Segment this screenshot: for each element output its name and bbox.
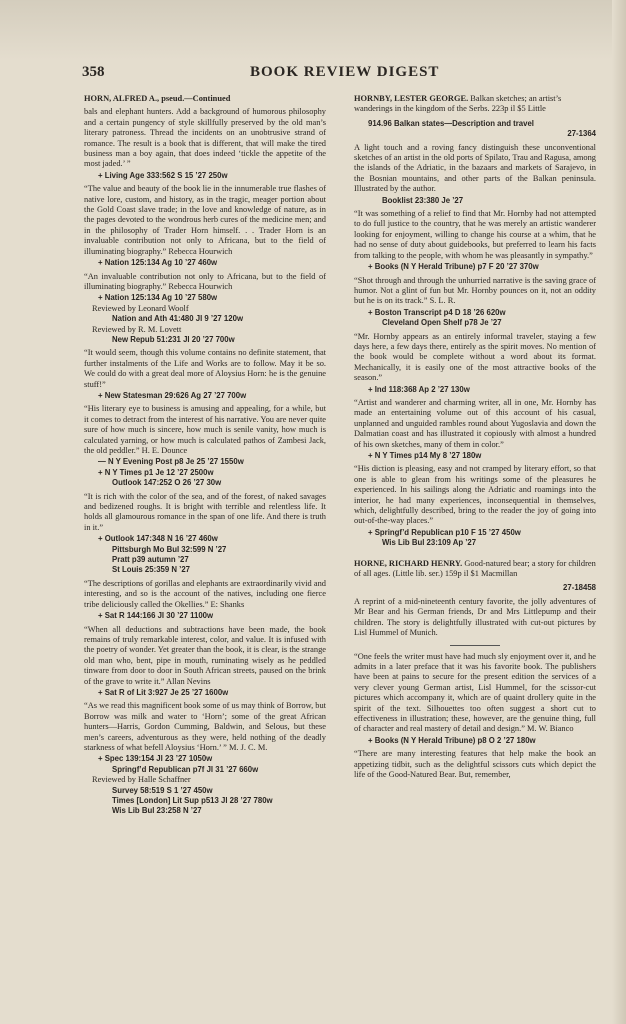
citation: Wis Lib Bul 23:258 N ’27 [112,806,202,816]
citation: Survey 58:519 S 1 ’27 450w [112,785,213,795]
reviewer: Reviewed by R. M. Lovett [92,324,182,334]
citation: + Springf’d Republican p10 F 15 ’27 450w [368,527,521,537]
divider [450,645,500,646]
summary-text: A light touch and a roving fancy distinguish these unconventional sketches of an artist in the old ports of Spilato, Trau and Ragusa, among the islands of the Adriatic, in the bazaars and markets of Sarajevo, in the Bosnian mountains, and other parts of the Balkan peninsula. Illustrated by the author. [354,142,596,194]
catalog-number: 27-1364 [567,129,596,139]
citation: New Repub 51:231 Jl 20 ’27 700w [112,334,235,344]
scan-edge [0,0,626,60]
review-text: “The value and beauty of the book lie in the innumerable true flashes of native lore, custom, and history, as in the tragic, meager portion about the Gold Coast slave trade; in the love and knowledge of nature, as in the pages devoted to the wondrous herb cures of the medicine men; and in the philosophy of Trader Horn himself. . . Trader Horn is an invaluable contribution not only to Africana, but to the field of illuminating biography.” Rebecca Hourwich [84,184,326,256]
citation: + Books (N Y Herald Tribune) p8 O 2 ’27 180w [368,735,536,745]
citation: + N Y Times p14 My 8 ’27 180w [368,451,482,460]
review-text: “Shot through and through the unhurried narrative is the saving grace of humor. Not a glint of fun but Mr. Hornby pounces on it, not an oddity but he is on its track.” S. L. R. [354,275,596,306]
right-column [354,94,596,781]
citation: Times [London] Lit Sup p513 Jl 28 ’27 780w [112,796,273,805]
review-text: “There are many interesting features that help make the book an appetizing tidbit, such as the delightful scissors cuts which depict the life of the Good-Natured Bear. But, remember, [354,749,596,779]
entry-title: Good-natured bear; a story for children of all ages. (Little lib. ser.) 159p il $1 Macmillan [354,558,596,579]
citation: Cleveland Open Shelf p78 Je ’27 [382,318,502,328]
citation: + Books (N Y Herald Tribune) p7 F 20 ’27 370w [368,262,539,272]
reviewer: Reviewed by Halle Schaffner [92,775,191,785]
review-text: “The descriptions of gorillas and elephants are extraordinarily vivid and interesting, and so is the account of the natives, including one fierce tribe deliciously called the Okellies.” E: Shanks [84,578,326,609]
reviewer: Reviewed by Leonard Woolf [92,303,189,313]
review-text: “One feels the writer must have had much sly enjoyment over it, and he admits in a later preface that it was his favorite book. The publishers have been at pains to secure for the present edition the services of a very clever young German artist, Lisl Hummel, for the scissor-cut pictures which accompany it, which are of quaint drollery quite in the spirit of the text. Silhouettes too often suggest a short cut to effectiveness in illustration; these, however, are the genuine thing, full of character and real mastery of detail and design.” M. W. Bianco [354,651,596,734]
citation: + Nation 125:134 Ag 10 ’27 580w [98,293,218,303]
citation: — N Y Evening Post p8 Je 25 ’27 1550w [98,457,244,467]
citation: + Nation 125:134 Ag 10 ’27 460w [98,258,218,268]
review-text: “Mr. Hornby appears as an entirely informal traveler, staying a few days here, a few days there, entirely as the spirit moves. No mention of the book would be complete without a word about its format. Mechanically, it is easily one of the most attractive books of the season.” [354,331,596,383]
review-text: “It was something of a relief to find that Mr. Hornby had not attempted to do full justice to the country, that he was merely an artistic wanderer looking for enjoyment, willing to change his course at a whim, that he had no sense of duty about guidebooks, but preferred to learn his facts from talking to the people, with whom he was pleasantly in sympathy.” [354,209,596,260]
citation: Wis Lib Bul 23:109 Ap ’27 [382,538,477,548]
review-text: bals and elephant hunters. Add a background of humorous philosophy and a certain pungency of style skillfully preserved by the old man’s literary patroness. Thread the incidents on an unobtrusive strand of romance. The result is a book that is different, that will make the tired business man a boy again, that does indeed ‘tickle the appetite of the most jaded.’ ” [84,107,326,169]
review-text: “It is rich with the color of the sea, and of the forest, of naked savages and bedizened roughs. It is bright with terrible and relentless life. It holds all glamourous romance in the span of one life. And there is truth in it.” [84,491,326,532]
citation: + Spec 139:154 Jl 23 ’27 1050w [98,754,213,764]
entry-head-horn: HORN, ALFRED A., pseud.—Continued [84,94,231,103]
entry-head-hornby: HORNBY, LESTER GEORGE. [354,94,469,103]
citation: St Louis 25:359 N ’27 [112,565,190,575]
left-column [84,94,326,817]
citation: Pittsburgh Mo Bul 32:599 N ’27 [112,544,227,554]
citation: + Living Age 333:562 S 15 ’27 250w [98,170,228,180]
catalog-number: 27-18458 [563,583,596,593]
review-text: “When all deductions and subtractions have been made, the book remains of truly remarkable interest, color, and value. It is infused with the poetry of wonder. Yet greater than the book, it is clear, is the strange old man who, bent, pipe in mouth, ruminating wisely as he peddled tinware from door to door in South African streets, paused on the brink of the grave to write it.” Allan Nevins [84,624,326,686]
review-text: “His literary eye to business is amusing and appealing, for a while, but it comes to detract from the interest of his narrative. You are never quite sure of how much is sincere, how much is senile vanity, how much is calculated yarning, or how much is calculated pathos of Zambesi Jack, the old peddler.” H. E. Dounce [84,404,326,455]
classification: 914.96 Balkan states—Description and travel [368,118,534,128]
running-head: BOOK REVIEW DIGEST [250,64,440,80]
review-text: “It would seem, though this volume contains no definite statement, that further instalments of the Life and Works are to follow. May it be so. We could do with a great deal more of Aloysius Horn: he is the genuine stuff!” [84,348,326,389]
review-text: “His diction is pleasing, easy and not cramped by literary effort, so that one is able to glean from his writings some of the pleasures he experienced. In his sailings along the Adriatic and roamings into the interior, he had many experiences, inconsequential in themselves, which, delightfully described, bring to the reader the joy of going into out-of-the-way places.” [354,464,596,526]
citation: + Boston Transcript p4 D 18 ’26 620w [368,307,506,317]
citation: Booklist 23:380 Je ’27 [382,195,464,205]
citation: Springf’d Republican p7f Jl 31 ’27 660w [112,764,259,774]
citation: Outlook 147:252 O 26 ’27 30w [112,478,222,488]
citation: Pratt p39 autumn ’27 [112,555,189,565]
entry-title: Balkan sketches; an artist’s wanderings in the kingdom of the Serbs. 223p il $5 Little [354,94,562,114]
page-spine-shadow [612,0,626,1024]
summary-text: A reprint of a mid-nineteenth century favorite, the jolly adventures of Mr Bear and his German friends, Dr and Mrs Littlepump and their children. The story is delightfully illustrated with cut-out pictures by Lisl Hummel of Munich. [354,596,596,638]
citation: + Ind 118:368 Ap 2 ’27 130w [368,384,470,394]
citation: + N Y Times p1 Je 12 ’27 2500w [98,467,214,477]
page-number: 358 [82,64,105,80]
citation: + Sat R 144:166 Jl 30 ’27 1100w [98,611,214,621]
citation: Nation and Ath 41:480 Jl 9 ’27 120w [112,314,244,324]
review-text: “An invaluable contribution not only to Africana, but to the field of illuminating biography.” Rebecca Hourwich [84,271,326,291]
citation: + Outlook 147:348 N 16 ’27 460w [98,534,218,544]
entry-head-horne: HORNE, RICHARD HENRY. [354,558,463,568]
review-text: “As we read this magnificent book some of us may think of Borrow, but Borrow was milk and water to ‘Horn’; some of the great African hunters—Harris, Gordon Cumming, Baldwin, and Selous, but these men’s careers, adventurous as they were, held nothing of the deadly starkness of what befell Aloysius ‘Horn.’ ” M. J. C. M. [84,701,326,752]
citation: + Sat R of Lit 3:927 Je 25 ’27 1600w [98,687,229,697]
review-text: “Artist and wanderer and charming writer, all in one, Mr. Hornby has made an entertaining volume out of this account of his casual, unplanned and unguided rambles round about Yugoslavia and down the Dalmatian coast and has illustrated it copiously with almost a hundred of his own sketches, many of them in color.” [354,397,596,449]
citation: + New Statesman 29:626 Ag 27 ’27 700w [98,390,247,400]
